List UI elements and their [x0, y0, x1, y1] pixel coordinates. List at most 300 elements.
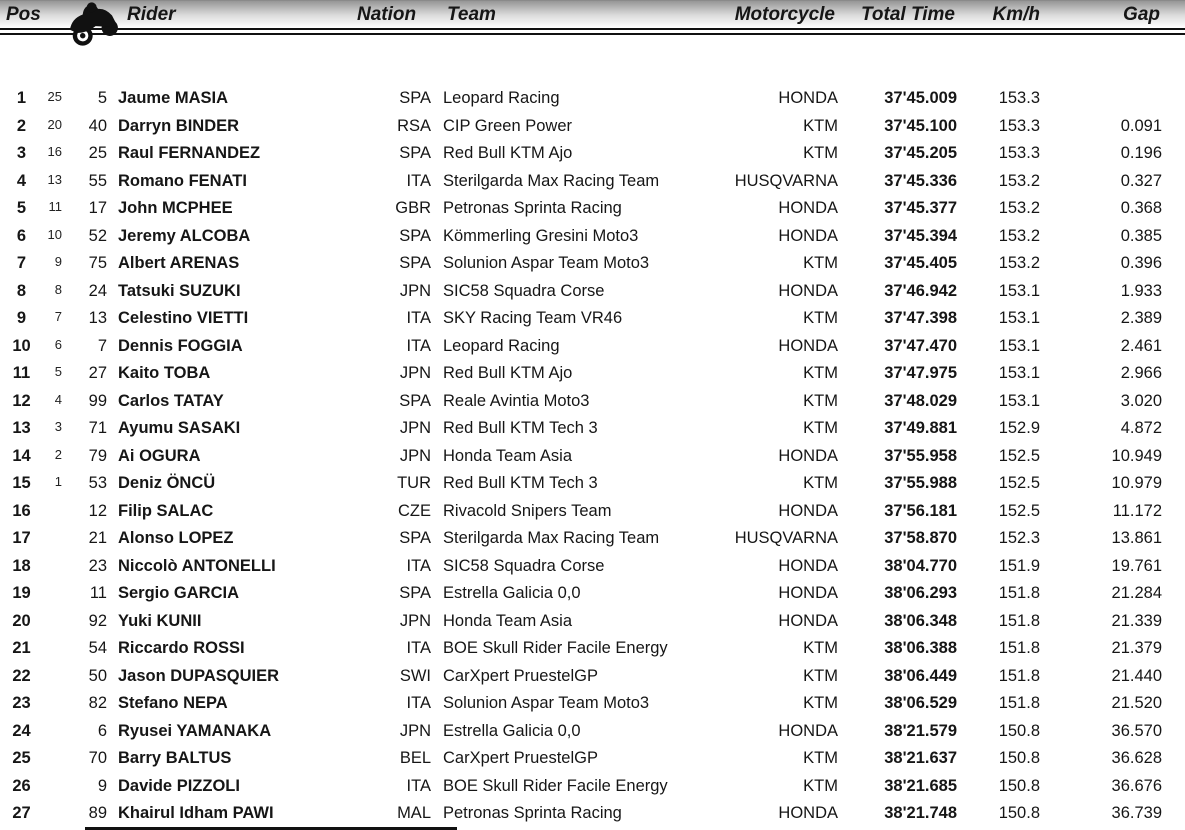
- header-total-time: Total Time: [861, 4, 955, 25]
- nation-cell: JPN: [399, 721, 431, 740]
- kmh-cell: 152.3: [998, 529, 1040, 548]
- motorcycle-cell: HONDA: [778, 721, 838, 740]
- nation-cell: SPA: [399, 144, 431, 163]
- rider-number-cell: 82: [88, 694, 107, 713]
- motorcycle-cell: HONDA: [778, 89, 838, 108]
- kmh-cell: 153.1: [998, 309, 1040, 328]
- nation-cell: SPA: [399, 529, 431, 548]
- team-cell: BOE Skull Rider Facile Energy: [443, 639, 668, 658]
- team-cell: SIC58 Squadra Corse: [443, 281, 605, 300]
- rider-number-cell: 9: [97, 776, 107, 795]
- total-time-cell: 38'21.748: [884, 804, 957, 823]
- pos-cell: 11: [12, 364, 31, 383]
- kmh-cell: 151.8: [998, 694, 1040, 713]
- gap-cell: 0.196: [1120, 144, 1162, 163]
- rider-number-cell: 92: [88, 611, 107, 630]
- points-cell: 11: [48, 199, 62, 214]
- points-cell: 7: [54, 309, 62, 324]
- nation-cell: RSA: [397, 116, 431, 135]
- points-cell: 8: [54, 281, 62, 297]
- pos-cell: 17: [12, 529, 31, 548]
- pos-cell: 5: [16, 199, 27, 218]
- nation-cell: SPA: [399, 226, 431, 245]
- points-cell: 6: [54, 336, 62, 352]
- team-cell: CarXpert PruestelGP: [443, 666, 598, 685]
- points-cell: [43, 498, 64, 502]
- nation-cell: ITA: [406, 556, 431, 575]
- kmh-cell: 151.8: [998, 639, 1040, 658]
- nation-cell: BEL: [399, 749, 431, 768]
- rider-name-cell: Deniz ÖNCÜ: [118, 474, 216, 493]
- rider-name-cell: Sergio GARCIA: [118, 584, 240, 603]
- rider-name-cell: Jeremy ALCOBA: [118, 226, 251, 245]
- rider-number-cell: 54: [88, 639, 107, 658]
- pos-cell: 14: [12, 446, 31, 465]
- team-cell: Honda Team Asia: [443, 446, 573, 465]
- rider-name-cell: Carlos TATAY: [118, 391, 224, 410]
- pos-cell: 13: [12, 419, 31, 438]
- total-time-cell: 37'47.470: [884, 336, 957, 355]
- pos-cell: 24: [12, 721, 31, 740]
- rider-number-cell: 52: [88, 226, 107, 245]
- pos-cell: 7: [16, 254, 27, 273]
- pos-cell: 15: [12, 474, 31, 493]
- points-cell: [43, 525, 64, 529]
- gap-cell: 3.020: [1120, 391, 1162, 410]
- points-cell: 25: [47, 89, 62, 104]
- kmh-cell: 152.5: [998, 446, 1040, 465]
- motorcycle-cell: KTM: [803, 116, 838, 135]
- rider-name-cell: Riccardo ROSSI: [118, 639, 245, 658]
- kmh-cell: 151.9: [998, 556, 1040, 575]
- table-row: [0, 333, 1185, 361]
- table-row: [0, 663, 1185, 691]
- nation-cell: ITA: [406, 776, 431, 795]
- nation-cell: SWI: [399, 666, 431, 685]
- points-cell: [43, 690, 64, 694]
- points-cell: 20: [47, 116, 62, 132]
- total-time-cell: 37'45.009: [884, 89, 957, 108]
- team-cell: SIC58 Squadra Corse: [443, 556, 605, 575]
- points-cell: [43, 745, 64, 749]
- nation-cell: SPA: [399, 89, 431, 108]
- rider-name-cell: John MCPHEE: [118, 199, 233, 218]
- motorcycle-cell: KTM: [803, 749, 838, 768]
- team-cell: Reale Avintia Moto3: [443, 391, 590, 410]
- total-time-cell: 38'21.637: [884, 749, 957, 768]
- motorcycle-cell: KTM: [803, 309, 838, 328]
- gap-cell: 2.461: [1120, 336, 1162, 355]
- table-row: [0, 498, 1185, 526]
- rider-number-cell: 25: [88, 144, 107, 163]
- table-row: [0, 443, 1185, 471]
- team-cell: Red Bull KTM Ajo: [443, 144, 573, 163]
- motorcycle-cell: HONDA: [778, 446, 838, 465]
- gap-cell: 21.284: [1111, 584, 1162, 603]
- total-time-cell: 37'45.394: [884, 226, 957, 245]
- rider-name-cell: Jason DUPASQUIER: [118, 666, 280, 685]
- kmh-cell: 150.8: [998, 749, 1040, 768]
- header-rider: Rider: [127, 4, 176, 25]
- table-row: [0, 195, 1185, 223]
- points-cell: [43, 773, 64, 777]
- table-row: [0, 223, 1185, 251]
- motorcycle-cell: HONDA: [778, 199, 838, 218]
- table-row: [0, 470, 1185, 498]
- kmh-cell: 152.9: [998, 419, 1040, 438]
- header-rule-top: [0, 28, 1185, 30]
- table-row: [0, 608, 1185, 636]
- team-cell: CIP Green Power: [443, 116, 573, 135]
- total-time-cell: 38'06.449: [884, 666, 957, 685]
- total-time-cell: 37'58.870: [884, 529, 957, 548]
- rider-number-cell: 71: [88, 419, 107, 438]
- team-cell: CarXpert PruestelGP: [443, 749, 598, 768]
- points-cell: 3: [54, 419, 62, 434]
- motorcycle-cell: HONDA: [778, 281, 838, 300]
- total-time-cell: 38'21.579: [884, 721, 957, 740]
- nation-cell: ITA: [406, 309, 431, 328]
- gap-cell: 4.872: [1120, 419, 1162, 438]
- kmh-cell: 153.2: [998, 199, 1040, 218]
- pos-cell: 3: [16, 144, 27, 163]
- team-cell: Kömmerling Gresini Moto3: [443, 226, 639, 245]
- table-row: [0, 718, 1185, 746]
- points-cell: 13: [47, 171, 62, 187]
- total-time-cell: 37'45.100: [884, 116, 957, 135]
- table-row: [0, 580, 1185, 608]
- header-pos: Pos: [6, 4, 41, 25]
- gap-cell: 36.628: [1111, 749, 1162, 768]
- kmh-cell: 153.2: [998, 171, 1040, 190]
- motorcycle-cell: KTM: [803, 254, 838, 273]
- gap-cell: 36.570: [1111, 721, 1162, 740]
- nation-cell: SPA: [399, 391, 431, 410]
- rider-number-cell: 12: [88, 501, 107, 520]
- total-time-cell: 38'06.293: [884, 584, 957, 603]
- pos-cell: 9: [16, 309, 27, 328]
- pos-cell: 6: [16, 226, 27, 245]
- rider-name-cell: Yuki KUNII: [118, 611, 202, 630]
- gap-cell: 0.327: [1120, 171, 1162, 190]
- table-row: [0, 250, 1185, 278]
- table-row: [0, 553, 1185, 581]
- nation-cell: GBR: [395, 199, 431, 218]
- header-gap: Gap: [1123, 4, 1160, 25]
- rider-name-cell: Ai OGURA: [118, 446, 201, 465]
- total-time-cell: 38'06.388: [884, 639, 957, 658]
- team-cell: Red Bull KTM Tech 3: [443, 419, 598, 438]
- motorcycle-cell: KTM: [803, 776, 838, 795]
- nation-cell: SPA: [399, 584, 431, 603]
- gap-cell: 1.933: [1120, 281, 1162, 300]
- pos-cell: 22: [12, 666, 31, 685]
- team-cell: Red Bull KTM Tech 3: [443, 474, 598, 493]
- header-nation: Nation: [357, 4, 417, 25]
- rider-name-cell: Raul FERNANDEZ: [118, 144, 261, 163]
- header-rule-bottom: [0, 33, 1185, 35]
- rider-name-cell: Albert ARENAS: [118, 254, 240, 273]
- points-cell: 2: [54, 446, 62, 462]
- table-row: [0, 113, 1185, 141]
- rider-name-cell: Stefano NEPA: [118, 694, 228, 713]
- table-row: [0, 360, 1185, 388]
- points-cell: [43, 553, 64, 557]
- gap-cell: 21.379: [1111, 639, 1162, 658]
- kmh-cell: 153.1: [998, 364, 1040, 383]
- pos-cell: 19: [12, 584, 31, 603]
- table-row: [0, 800, 1185, 828]
- points-cell: 10: [47, 226, 62, 242]
- nation-cell: ITA: [406, 336, 431, 355]
- motorcycle-cell: KTM: [803, 474, 838, 493]
- pos-cell: 12: [12, 391, 31, 410]
- gap-cell: 13.861: [1111, 529, 1162, 548]
- motorcycle-cell: HONDA: [778, 584, 838, 603]
- rider-name-cell: Jaume MASIA: [118, 89, 229, 108]
- pos-cell: 26: [12, 776, 31, 795]
- team-cell: Solunion Aspar Team Moto3: [443, 694, 650, 713]
- pos-cell: 2: [16, 116, 27, 135]
- pos-cell: 25: [12, 749, 31, 768]
- table-row: [0, 525, 1185, 553]
- team-cell: Sterilgarda Max Racing Team: [443, 529, 660, 548]
- pos-cell: 10: [12, 336, 31, 355]
- rider-name-cell: Tatsuki SUZUKI: [118, 281, 241, 300]
- points-cell: 9: [54, 254, 62, 269]
- gap-cell: 21.440: [1111, 666, 1162, 685]
- rider-name-cell: Ryusei YAMANAKA: [118, 721, 272, 740]
- total-time-cell: 37'47.398: [884, 309, 957, 328]
- rider-name-cell: Filip SALAC: [118, 501, 214, 520]
- motorcycle-cell: HONDA: [778, 804, 838, 823]
- gap-cell: 0.385: [1120, 226, 1162, 245]
- kmh-cell: 153.2: [998, 226, 1040, 245]
- kmh-cell: 153.2: [998, 254, 1040, 273]
- kmh-cell: 150.8: [998, 776, 1040, 795]
- total-time-cell: 37'48.029: [884, 391, 957, 410]
- team-cell: BOE Skull Rider Facile Energy: [443, 776, 668, 795]
- motorcycle-cell: HONDA: [778, 556, 838, 575]
- table-row: [0, 388, 1185, 416]
- motorcycle-cell: KTM: [803, 144, 838, 163]
- kmh-cell: 153.3: [998, 89, 1040, 108]
- rider-number-cell: 21: [88, 529, 107, 548]
- gap-cell: 21.339: [1111, 611, 1162, 630]
- motorcycle-cell: HONDA: [778, 501, 838, 520]
- table-row: [0, 745, 1185, 773]
- gap-cell: 0.396: [1120, 254, 1162, 273]
- points-cell: [43, 663, 64, 667]
- gap-cell: 19.761: [1111, 556, 1162, 575]
- rider-number-cell: 24: [88, 281, 107, 300]
- table-row: [0, 85, 1185, 113]
- team-cell: SKY Racing Team VR46: [443, 309, 623, 328]
- kmh-cell: 153.3: [998, 144, 1040, 163]
- kmh-cell: 153.1: [998, 281, 1040, 300]
- rider-number-cell: 5: [97, 89, 107, 108]
- rider-name-cell: Kaito TOBA: [118, 364, 211, 383]
- rider-name-cell: Niccolò ANTONELLI: [118, 556, 276, 575]
- points-cell: 5: [54, 364, 62, 379]
- total-time-cell: 38'04.770: [884, 556, 957, 575]
- motorcycle-cell: KTM: [803, 364, 838, 383]
- team-cell: Leopard Racing: [443, 89, 560, 108]
- gap-cell: 10.979: [1111, 474, 1162, 493]
- points-cell: 4: [54, 391, 62, 407]
- motorcycle-cell: KTM: [803, 419, 838, 438]
- total-time-cell: 37'55.988: [884, 474, 957, 493]
- table-row: [0, 415, 1185, 443]
- rider-name-cell: Davide PIZZOLI: [118, 776, 240, 795]
- pos-cell: 27: [12, 804, 31, 823]
- pos-cell: 21: [12, 639, 31, 658]
- motorcycle-cell: HUSQVARNA: [734, 529, 838, 548]
- rider-number-cell: 50: [88, 666, 107, 685]
- table-row: [0, 278, 1185, 306]
- pos-cell: 8: [16, 281, 27, 300]
- team-cell: Rivacold Snipers Team: [443, 501, 612, 520]
- gap-cell: 11.172: [1112, 501, 1162, 520]
- results-rows: [0, 85, 1185, 828]
- rider-number-cell: 55: [88, 171, 107, 190]
- pos-cell: 20: [12, 611, 31, 630]
- table-row: [0, 305, 1185, 333]
- kmh-cell: 153.1: [998, 336, 1040, 355]
- rider-number-cell: 53: [88, 474, 107, 493]
- table-row: [0, 690, 1185, 718]
- rider-number-cell: 99: [88, 391, 107, 410]
- rider-number-cell: 6: [97, 721, 107, 740]
- nation-cell: CZE: [398, 501, 431, 520]
- points-cell: [43, 580, 64, 584]
- gap-cell: 2.966: [1120, 364, 1162, 383]
- rider-name-cell: Khairul Idham PAWI: [118, 804, 274, 823]
- total-time-cell: 37'45.377: [884, 199, 957, 218]
- pos-cell: 18: [12, 556, 31, 575]
- kmh-cell: 152.5: [998, 474, 1040, 493]
- total-time-cell: 37'45.205: [884, 144, 957, 163]
- team-cell: Leopard Racing: [443, 336, 560, 355]
- nation-cell: MAL: [397, 804, 431, 823]
- gap-cell: 0.091: [1120, 116, 1162, 135]
- total-time-cell: 37'47.975: [884, 364, 957, 383]
- rider-number-cell: 79: [88, 446, 107, 465]
- kmh-cell: 150.8: [998, 804, 1040, 823]
- table-row: [0, 168, 1185, 196]
- table-header: [0, 0, 1185, 27]
- motorcycle-cell: HONDA: [778, 611, 838, 630]
- nation-cell: JPN: [399, 364, 431, 383]
- rider-number-cell: 89: [88, 804, 107, 823]
- nation-cell: SPA: [399, 254, 431, 273]
- points-cell: [43, 800, 64, 804]
- team-cell: Sterilgarda Max Racing Team: [443, 171, 660, 190]
- rider-number-cell: 40: [88, 116, 107, 135]
- total-time-cell: 38'21.685: [884, 776, 957, 795]
- nation-cell: TUR: [397, 474, 431, 493]
- nation-cell: JPN: [399, 446, 431, 465]
- team-cell: Petronas Sprinta Racing: [443, 199, 622, 218]
- gap-cell: 0.368: [1120, 199, 1162, 218]
- points-cell: [43, 608, 64, 612]
- table-row: [0, 773, 1185, 801]
- total-time-cell: 37'49.881: [884, 419, 957, 438]
- nation-cell: JPN: [399, 419, 431, 438]
- motorcycle-cell: HONDA: [778, 226, 838, 245]
- header-motorcycle: Motorcycle: [734, 4, 835, 25]
- nation-cell: ITA: [406, 171, 431, 190]
- gap-cell: 2.389: [1120, 309, 1162, 328]
- rider-number-cell: 7: [97, 336, 107, 355]
- motorcycle-cell: KTM: [803, 639, 838, 658]
- header-team: Team: [447, 4, 496, 25]
- nation-cell: JPN: [399, 611, 431, 630]
- rider-number-cell: 75: [88, 254, 107, 273]
- motorcycle-cell: KTM: [803, 666, 838, 685]
- total-time-cell: 37'56.181: [884, 501, 957, 520]
- pos-cell: 1: [16, 89, 27, 108]
- total-time-cell: 37'55.958: [884, 446, 957, 465]
- total-time-cell: 37'45.336: [884, 171, 957, 190]
- rider-number-cell: 17: [88, 199, 107, 218]
- points-cell: [43, 718, 64, 722]
- pos-cell: 4: [16, 171, 27, 190]
- nation-cell: JPN: [399, 281, 431, 300]
- motorcycle-cell: KTM: [803, 694, 838, 713]
- total-time-cell: 37'46.942: [884, 281, 957, 300]
- rider-name-cell: Celestino VIETTI: [118, 309, 249, 328]
- team-cell: Estrella Galicia 0,0: [443, 584, 581, 603]
- motorcycle-icon: [62, 0, 120, 48]
- gap-cell: 36.739: [1111, 804, 1162, 823]
- rider-name-cell: Barry BALTUS: [118, 749, 232, 768]
- team-cell: Honda Team Asia: [443, 611, 573, 630]
- table-row: [0, 140, 1185, 168]
- kmh-cell: 153.3: [998, 116, 1040, 135]
- kmh-cell: 151.8: [998, 666, 1040, 685]
- kmh-cell: 150.8: [998, 721, 1040, 740]
- motorcycle-cell: KTM: [803, 391, 838, 410]
- rider-number-cell: 13: [88, 309, 107, 328]
- gap-cell: 10.949: [1111, 446, 1162, 465]
- header-kmh: Km/h: [992, 4, 1040, 25]
- nation-cell: ITA: [406, 639, 431, 658]
- nation-cell: ITA: [406, 694, 431, 713]
- points-cell: [43, 635, 64, 639]
- table-row: [0, 635, 1185, 663]
- rider-number-cell: 27: [88, 364, 107, 383]
- rider-number-cell: 23: [88, 556, 107, 575]
- rider-name-cell: Alonso LOPEZ: [118, 529, 234, 548]
- total-time-cell: 38'06.348: [884, 611, 957, 630]
- team-cell: Petronas Sprinta Racing: [443, 804, 622, 823]
- kmh-cell: 151.8: [998, 611, 1040, 630]
- rider-name-cell: Ayumu SASAKI: [118, 419, 241, 438]
- rider-name-cell: Romano FENATI: [118, 171, 247, 190]
- rider-name-cell: Darryn BINDER: [118, 116, 240, 135]
- motorcycle-cell: HUSQVARNA: [734, 171, 838, 190]
- total-time-cell: 37'45.405: [884, 254, 957, 273]
- kmh-cell: 151.8: [998, 584, 1040, 603]
- gap-cell: 36.676: [1111, 776, 1162, 795]
- rider-number-cell: 11: [89, 584, 107, 603]
- team-cell: Solunion Aspar Team Moto3: [443, 254, 650, 273]
- team-cell: Red Bull KTM Ajo: [443, 364, 573, 383]
- team-cell: Estrella Galicia 0,0: [443, 721, 581, 740]
- pos-cell: 16: [12, 501, 31, 520]
- points-cell: 1: [54, 474, 62, 489]
